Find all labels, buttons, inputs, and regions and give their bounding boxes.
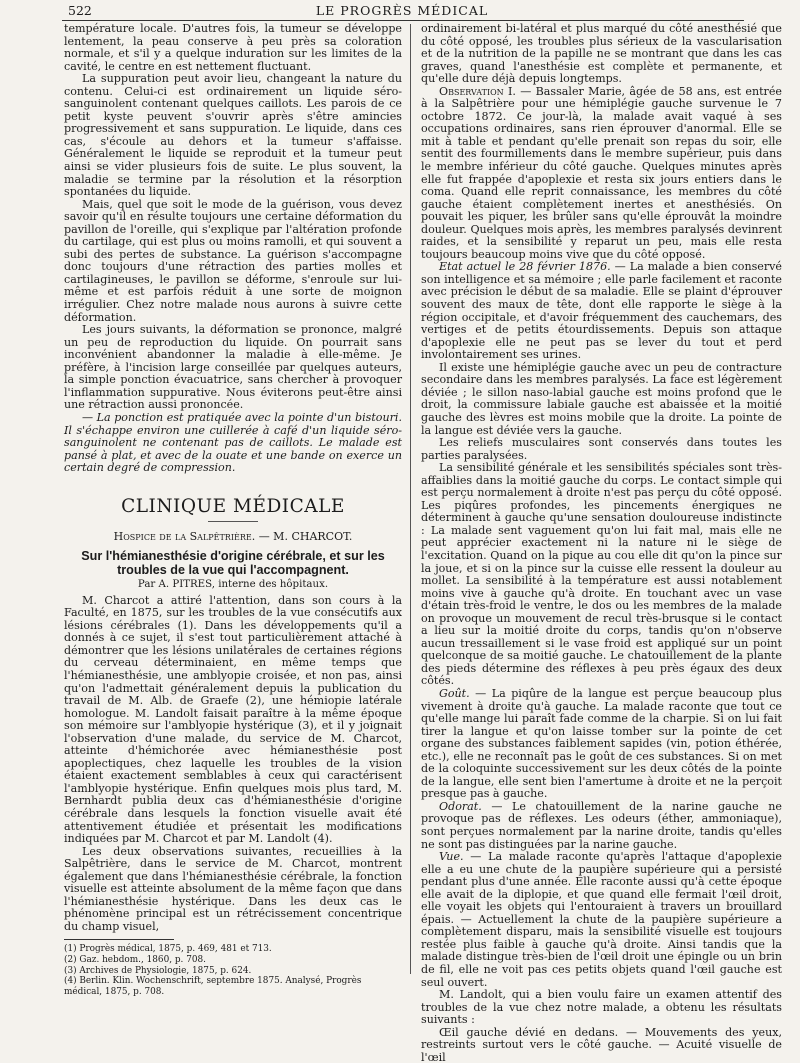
paragraph: Les jours suivants, la déformation se prononce, malgré un peu de reproduction du liquide. On pourrait sans inconvénient abandonner la maladie à elle-même. Je préfère, à l'incision large conseillée par quelques auteurs, la simple ponction évacuatrice, sans chercher à provoquer l'inflammation suppurative. Nous éviterons peut-être ainsi une rétraction aussi prononcée. [64, 323, 402, 412]
byline: Par A. PITRES, interne des hôpitaux. [137, 578, 329, 590]
hospice-line: Hospice de la Salpêtrière. — M. CHARCOT. [113, 529, 353, 543]
gout-text: — La piqûre de la langue est perçue beaucoup plus vivement à droite qu'à gauche. La malade raconte que tout ce qu'elle mange lui paraît fade comme de la charpie. Si on lui fait tirer la langue et qu'on laisse tomber sur la pointe de cet organe des substances faiblement sapides (vin, potion éthérée, etc.), elle ne reconnaît pas le goût de ces substances. Si on met de la coloquinte successivement sur les deux côtés de la pointe de la langue, elle sent bien l'amertume à droite et ne la perçoit presque pas à gauche. [421, 686, 782, 801]
odorat-text: — Le chatouillement de la narine gauche ne provoque pas de réflexes. Les odeurs (éther, ammoniaque), sont perçues normalement par la narine droite, tandis qu'elles ne sont pas distinguées par la narine gauche. [421, 799, 782, 851]
gout-label: Goût. [439, 686, 470, 700]
article-title: Sur l'hémianesthésie d'origine cérébrale, et sur les troubles de la vue qui l'accompagnent. [81, 548, 385, 577]
footnote-rule [64, 939, 174, 940]
journal-title: LE PROGRÈS MÉDICAL [315, 3, 489, 18]
paragraph: ordinairement bi-latéral et plus marqué du côté anesthésié que du côté opposé, les troubles plus sérieux de la vascularisation et de la nutrition de la papille ne se montrant que dans les cas graves, quand l'anesthésie est complète et permanente, et qu'elle dure déjà depuis longtemps. [421, 22, 782, 86]
section-title-text: CLINIQUE MÉDICALE [121, 495, 345, 517]
column-divider [410, 24, 411, 974]
paragraph: Mais, quel que soit le mode de la guérison, vous devez savoir qu'il en résulte toujours une certaine déformation du pavillon de l'oreille, qui s'explique par l'altération profonde du cartilage, qui est plus ou moins ramolli, et qui souvent a subi des pertes de substance. La guérison s'accompagne donc toujours d'une rétraction des parties molles et cartilagineuses, le pavillon se déforme, s'enroule sur lui-même et est parfois réduit à une sorte de moignon irrégulier. Chez notre malade nous aurons à suivre cette déformation. [64, 197, 402, 324]
section-title [64, 497, 402, 522]
footnote: (3) Archives de Physiologie, 1875, p. 624. [64, 965, 252, 976]
footnote: (4) Berlin. Klin. Wochenschrift, septembre 1875. Analysé, Progrès médical, 1875, p. 708. [64, 976, 362, 997]
page-number: 522 [68, 3, 92, 18]
odorat-label: Odorat. [439, 799, 482, 813]
footnote: (1) Progrès médical, 1875, p. 469, 481 et 713. [64, 944, 272, 955]
paragraph: Les reliefs musculaires sont conservés dans toutes les parties paralysées. [421, 436, 782, 462]
paragraph: La suppuration peut avoir lieu, changeant la nature du contenu. Celui-ci est ordinairement un liquide séro-sanguinolent contenant quelques caillots. Les parois de ce petit kyste peuvent s'ouvrir après s'être amincies progressivement et sans suppuration. Le liquide, dans ces cas, s'écoule au dehors et la tumeur s'affaisse. Généralement le liquide se reproduit et la tumeur peut ainsi se vider plusieurs fois de suite. Le plus souvent, la maladie se termine par la résolution et la résorption spontanées du liquide. [64, 72, 402, 199]
paragraph: Il existe une hémiplégie gauche avec un peu de contracture secondaire dans les membres paralysés. La face est légèrement déviée ; le sillon naso-labial gauche est moins profond que le droit, la commissure labiale gauche est abaissée et la moitié gauche des lèvres est moins mobile que la droite. La pointe de la langue est déviée vers la gauche. [421, 360, 782, 437]
vue-paragraph [421, 851, 782, 989]
vue-label: Vue. [439, 850, 464, 864]
paragraph: Œil gauche dévié en dedans. — Mouvements des yeux, restreints surtout vers le côté gauche. — Acuité visuelle de l'œil [421, 1025, 782, 1063]
observation-paragraph [421, 86, 782, 262]
vue-text: — La malade raconte qu'après l'attaque d'apoplexie elle a eu une chute de la paupière supérieure qui a persisté pendant plus d'une année. Elle raconte aussi qu'à cette époque elle avait de la diplopie, et que quand elle fermait l'œil droit, elle voyait les objets qui l'entouraient à travers un brouillard épais. — Actuellement la chute de la paupière supérieure a complètement disparu, mais la sensibilité visuelle est toujours restée plus faible à gauche qu'à droite. Ainsi tandis que la malade distingue très-bien de l'œil droit une épingle ou un brin de fil, elle ne voit pas ces petits objets quand l'œil gauche est seul ouvert. [421, 850, 782, 989]
footnote: (2) Gaz. hebdom., 1860, p. 708. [64, 955, 206, 966]
paragraph: M. Charcot a attiré l'attention, dans son cours à la Faculté, en 1875, sur les troubles de la vue consécutifs aux lésions cérébrales (1). Dans les développements qu'il a donnés à ce sujet, il s'est tout particulièrement attaché à démontrer que les lésions unilatérales de certaines régions du cerveau déterminaient, en même temps que l'hémianesthésie, une amblyopie croisée, et non pas, ainsi qu'on l'admettait généralement depuis la publication du travail de M. Alb. de Graefe (2), une hémiopie latérale homologue. M. Landolt faisait paraître à la même époque son mémoire sur l'amblyopie hystérique (3), et il y joignait l'observation d'une malade, du service de M. Charcot, atteinte d'hémichorée avec hémianesthésie post apoplectiques, chez laquelle les troubles de la vision étaient exactement semblables à ceux qui caractérisent l'amblyopie hystérique. Enfin quelques mois plus tard, M. Bernhardt publia deux cas d'hémianesthésie d'origine cérébrale dans lesquels la fonction visuelle avait été attentivement étudiée et présentait les modifications indiquées par M. Charcot et par M. Landolt (4). [64, 593, 402, 846]
section-title-rule [208, 521, 258, 522]
observation-text: — Bassaler Marie, âgée de 58 ans, est entrée à la Salpêtrière pour une hémiplégie gauche survenue le 7 octobre 1872. Ce jour-là, la malade avait vaqué à ses occupations ordinaires, sans rien éprouver d'anormal. Elle se mit à table et pendant qu'elle prenait son repas du soir, elle sentit des fourmillements dans le membre supérieur, puis dans le membre inférieur du côté gauche. Quelques minutes après elle fut frappée d'apoplexie et resta six jours entiers dans le coma. Quand elle reprit connaissance, les membres du côté gauche étaient complètement inertes et anesthésiés. On pouvait les piquer, les brûler sans qu'elle éprouvât la moindre douleur. Quelques mois après, les membres paralysés devinrent raides, et la sensibilité y reparut un peu, mais elle resta toujours beaucoup moins vive que du côté opposé. [421, 84, 782, 261]
header-rule [62, 20, 744, 21]
left-column [64, 23, 402, 997]
paragraph: température locale. D'autres fois, la tumeur se développe lentement, la peau conserve à peu près sa coloration normale, et s'il y a quelque induration sur les limites de la cavité, le centre en est nettement fluctuant. [64, 22, 402, 73]
right-column [421, 23, 782, 1063]
etat-paragraph [421, 261, 782, 361]
etat-label: Etat actuel le 28 février 1876. [439, 260, 611, 274]
etat-text: — La malade a bien conservé son intelligence et sa mémoire ; elle parle facilement et raconte avec précision le début de sa maladie. Elle se plaint d'éprouver souvent des maux de tête, dont elle rapporte le siège à la région occipitale, et d'avoir fréquemment des cauchemars, des vertiges et de petits étourdissements. Depuis son attaque d'apoplexie elle ne peut pas se lever du tout et perd involontairement ses urines. [421, 260, 782, 362]
italic-paragraph: — La ponction est pratiquée avec la pointe d'un bistouri. Il s'échappe environ une cuillerée à café d'un liquide séro-sanguinolent ne contenant pas de caillots. Le malade est pansé à plat, et avec de la ouate et une bande on exerce un certain degré de compression. [64, 410, 402, 475]
paragraph: Les deux observations suivantes, recueillies à la Salpêtrière, dans le service de M. Charcot, montrent également que dans l'hémianesthésie cérébrale, la fonction visuelle est atteinte absolument de la même façon que dans l'hémianesthésie hystérique. Dans les deux cas le phénomène principal est un rétrécissement concentrique du champ visuel, [64, 844, 402, 933]
paragraph: La sensibilité générale et les sensibilités spéciales sont très-affaiblies dans la moitié gauche du corps. Le contact simple qui est perçu normalement à droite n'est pas perçu du côté opposé. Les piqûres profondes, les pincements énergiques ne déterminent à gauche qu'une sensation douloureuse indistincte : La malade sent vaguement qu'on lui fait mal, mais elle ne peut apprécier exactement ni la nature ni le siège de l'excitation. Quand on la pique au cou elle dit qu'on la pince sur la joue, et si on la pince sur la cuisse elle ressent la douleur au mollet. La sensibilité à la température est aussi notablement moins vive à gauche qu'à droite. En touchant avec un vase d'étain très-froid le ventre, le dos ou les membres de la malade on provoque un mouvement de recul très-brusque si le contact a lieu sur la moitié droite du corps, tandis qu'on n'observe aucun tressaillement si le vase froid est appliqué sur un point quelconque de sa moitié gauche. Le chatouillement de la plante des pieds détermine des réflexes à peu près égaux des deux côtés. [421, 461, 782, 688]
page-header [62, 3, 742, 19]
odorat-paragraph [421, 801, 782, 851]
gout-paragraph [421, 688, 782, 801]
observation-label: Observation I. [439, 84, 516, 98]
paragraph: M. Landolt, qui a bien voulu faire un examen attentif des troubles de la vue chez notre malade, a obtenu les résultats suivants : [421, 988, 782, 1027]
